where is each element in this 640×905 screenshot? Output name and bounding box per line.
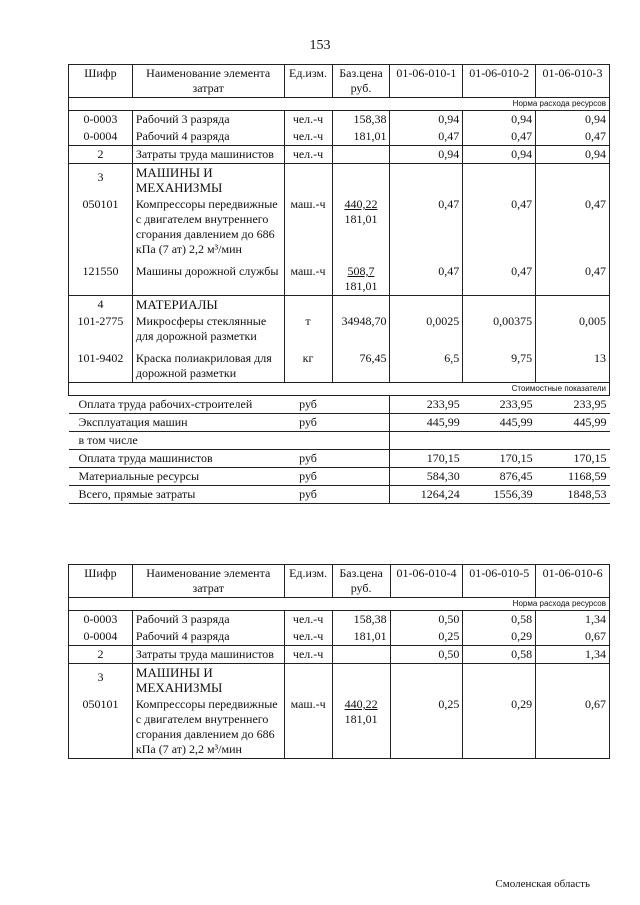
table-row xyxy=(69,111,610,129)
summary-name: Всего, прямые затраты xyxy=(69,486,285,504)
row-unit: маш.-ч xyxy=(284,263,332,296)
header-col-6: 01-06-010-6 xyxy=(536,565,610,598)
row-value-2: 0,94 xyxy=(463,111,536,129)
summary-row-total xyxy=(69,486,610,504)
summary-value-3: 445,99 xyxy=(536,414,610,432)
row-unit: маш.-ч xyxy=(284,196,332,263)
header-price: Баз.цена руб. xyxy=(332,565,390,598)
section-code: 3 xyxy=(69,664,133,697)
table-row xyxy=(69,350,610,383)
summary-name: Эксплуатация машин xyxy=(69,414,285,432)
price-bottom: 181,01 xyxy=(344,279,378,293)
row-unit: чел.-ч xyxy=(284,628,332,646)
section-row xyxy=(69,296,610,314)
table-row xyxy=(69,313,610,350)
row-price xyxy=(332,196,390,263)
row-value-1: 6,5 xyxy=(390,350,463,383)
table-row xyxy=(69,611,610,629)
row-unit: маш.-ч xyxy=(284,696,332,759)
row-value-3: 13 xyxy=(536,350,610,383)
summary-unit: руб xyxy=(284,396,332,414)
summary-name: в том числе xyxy=(69,432,285,450)
table-row xyxy=(69,646,610,664)
row-name: Затраты труда машинистов xyxy=(132,646,284,664)
row-value-1: 0,47 xyxy=(390,263,463,296)
row-price: 181,01 xyxy=(332,628,390,646)
summary-unit: руб xyxy=(284,486,332,504)
table-row xyxy=(69,196,610,263)
row-value-2: 0,47 xyxy=(463,128,536,146)
row-name: Рабочий 3 разряда xyxy=(132,111,284,129)
row-price xyxy=(332,696,390,759)
row-code: 121550 xyxy=(69,263,133,296)
row-code: 0-0003 xyxy=(69,111,133,129)
summary-value-2: 876,45 xyxy=(463,468,536,486)
summary-value-1: 445,99 xyxy=(390,414,463,432)
row-code: 050101 xyxy=(69,696,133,759)
row-value-2: 0,58 xyxy=(463,646,536,664)
row-value-2: 0,58 xyxy=(463,611,536,629)
header-col-1: 01-06-010-1 xyxy=(390,65,463,98)
summary-value-3: 233,95 xyxy=(536,396,610,414)
row-value-1: 0,0025 xyxy=(390,313,463,350)
summary-row xyxy=(69,396,610,414)
header-unit: Ед.изм. xyxy=(284,565,332,598)
row-name: Микросферы стеклянные для дорожной разметки xyxy=(132,313,284,350)
cost-label: Стоимостные показатели xyxy=(69,383,610,396)
cost-table-1 xyxy=(68,64,610,504)
price-top: 440,22 xyxy=(344,197,378,211)
row-value-2: 0,47 xyxy=(463,263,536,296)
row-value-2: 0,29 xyxy=(463,628,536,646)
price-bottom: 181,01 xyxy=(344,212,378,226)
summary-value-1: 233,95 xyxy=(390,396,463,414)
row-value-3: 0,94 xyxy=(536,111,610,129)
row-value-1: 0,47 xyxy=(390,128,463,146)
norm-label: Норма расхода ресурсов xyxy=(69,98,610,111)
header-price: Баз.цена руб. xyxy=(332,65,390,98)
row-unit: кг xyxy=(284,350,332,383)
row-unit: т xyxy=(284,313,332,350)
row-code: 2 xyxy=(69,146,133,164)
row-price: 158,38 xyxy=(332,611,390,629)
section-title: МАШИНЫ И МЕХАНИЗМЫ xyxy=(132,664,284,697)
row-name: Рабочий 4 разряда xyxy=(132,128,284,146)
summary-value-1: 1264,24 xyxy=(390,486,463,504)
summary-value-1: 584,30 xyxy=(390,468,463,486)
row-value-1: 0,25 xyxy=(390,696,463,759)
row-value-2: 0,47 xyxy=(463,196,536,263)
row-value-1: 0,94 xyxy=(390,146,463,164)
row-value-3: 1,34 xyxy=(536,611,610,629)
row-value-3: 0,94 xyxy=(536,146,610,164)
row-value-3: 0,47 xyxy=(536,128,610,146)
cost-table-2 xyxy=(68,564,610,759)
section-title: МАТЕРИАЛЫ xyxy=(132,296,284,314)
row-value-3: 0,47 xyxy=(536,196,610,263)
row-price xyxy=(332,263,390,296)
table-row xyxy=(69,146,610,164)
row-value-3: 0,67 xyxy=(536,696,610,759)
price-top: 440,22 xyxy=(344,697,378,711)
header-code: Шифр xyxy=(69,65,133,98)
row-name: Компрессоры передвижные с двигателем внутреннего сгорания давлением до 686 кПа (7 ат) 2,2 м³/мин xyxy=(132,696,284,759)
row-name: Компрессоры передвижные с двигателем внутреннего сгорания давлением до 686 кПа (7 ат) 2,2 м³/мин xyxy=(132,196,284,263)
summary-unit: руб xyxy=(284,450,332,468)
summary-value-3: 1848,53 xyxy=(536,486,610,504)
header-col-4: 01-06-010-4 xyxy=(390,565,463,598)
summary-value-3: 1168,59 xyxy=(536,468,610,486)
row-unit: чел.-ч xyxy=(284,111,332,129)
row-name: Краска полиакриловая для дорожной разметки xyxy=(132,350,284,383)
section-title: МАШИНЫ И МЕХАНИЗМЫ xyxy=(132,164,284,197)
section-row xyxy=(69,664,610,697)
row-value-3: 0,47 xyxy=(536,263,610,296)
row-name: Машины дорожной службы xyxy=(132,263,284,296)
row-unit: чел.-ч xyxy=(284,128,332,146)
row-code: 101-2775 xyxy=(69,313,133,350)
row-value-2: 0,94 xyxy=(463,146,536,164)
price-bottom: 181,01 xyxy=(344,712,378,726)
summary-value-3: 170,15 xyxy=(536,450,610,468)
summary-name: Оплата труда машинистов xyxy=(69,450,285,468)
row-value-1: 0,47 xyxy=(390,196,463,263)
footer-region: Смоленская область xyxy=(495,878,590,890)
summary-value-2: 1556,39 xyxy=(463,486,536,504)
norm-label: Норма расхода ресурсов xyxy=(69,598,610,611)
table-row xyxy=(69,696,610,759)
row-price xyxy=(332,646,390,664)
header-col-3: 01-06-010-3 xyxy=(536,65,610,98)
row-name: Рабочий 3 разряда xyxy=(132,611,284,629)
header-code: Шифр xyxy=(69,565,133,598)
header-unit: Ед.изм. xyxy=(284,65,332,98)
summary-row xyxy=(69,414,610,432)
header-name: Наименование элемента затрат xyxy=(132,565,284,598)
row-value-2: 0,29 xyxy=(463,696,536,759)
row-name: Рабочий 4 разряда xyxy=(132,628,284,646)
table-row xyxy=(69,628,610,646)
row-value-2: 9,75 xyxy=(463,350,536,383)
row-value-1: 0,25 xyxy=(390,628,463,646)
summary-row xyxy=(69,468,610,486)
summary-value-2: 170,15 xyxy=(463,450,536,468)
row-code: 050101 xyxy=(69,196,133,263)
row-value-3: 1,34 xyxy=(536,646,610,664)
header-name: Наименование элемента затрат xyxy=(132,65,284,98)
row-price: 181,01 xyxy=(332,128,390,146)
section-code: 3 xyxy=(69,164,133,197)
section-code: 4 xyxy=(69,296,133,314)
row-value-3: 0,67 xyxy=(536,628,610,646)
row-value-2: 0,00375 xyxy=(463,313,536,350)
row-unit: чел.-ч xyxy=(284,646,332,664)
row-value-1: 0,50 xyxy=(390,646,463,664)
table-row xyxy=(69,263,610,296)
row-code: 101-9402 xyxy=(69,350,133,383)
row-code: 0-0003 xyxy=(69,611,133,629)
row-unit: чел.-ч xyxy=(284,146,332,164)
section-row xyxy=(69,164,610,197)
row-code: 2 xyxy=(69,646,133,664)
summary-value-2: 445,99 xyxy=(463,414,536,432)
row-code: 0-0004 xyxy=(69,128,133,146)
price-top: 508,7 xyxy=(347,264,375,278)
row-unit: чел.-ч xyxy=(284,611,332,629)
summary-row xyxy=(69,450,610,468)
row-code: 0-0004 xyxy=(69,628,133,646)
summary-unit: руб xyxy=(284,468,332,486)
page-number: 153 xyxy=(309,38,331,53)
summary-name: Оплата труда рабочих-строителей xyxy=(69,396,285,414)
summary-row xyxy=(69,432,610,450)
row-value-1: 0,94 xyxy=(390,111,463,129)
header-col-5: 01-06-010-5 xyxy=(463,565,536,598)
summary-value-1: 170,15 xyxy=(390,450,463,468)
row-price: 158,38 xyxy=(332,111,390,129)
summary-unit: руб xyxy=(284,414,332,432)
row-value-1: 0,50 xyxy=(390,611,463,629)
row-price xyxy=(332,146,390,164)
header-col-2: 01-06-010-2 xyxy=(463,65,536,98)
summary-name: Материальные ресурсы xyxy=(69,468,285,486)
table-row xyxy=(69,128,610,146)
summary-value-2: 233,95 xyxy=(463,396,536,414)
row-name: Затраты труда машинистов xyxy=(132,146,284,164)
row-price: 34948,70 xyxy=(332,313,390,350)
row-price: 76,45 xyxy=(332,350,390,383)
row-value-3: 0,005 xyxy=(536,313,610,350)
